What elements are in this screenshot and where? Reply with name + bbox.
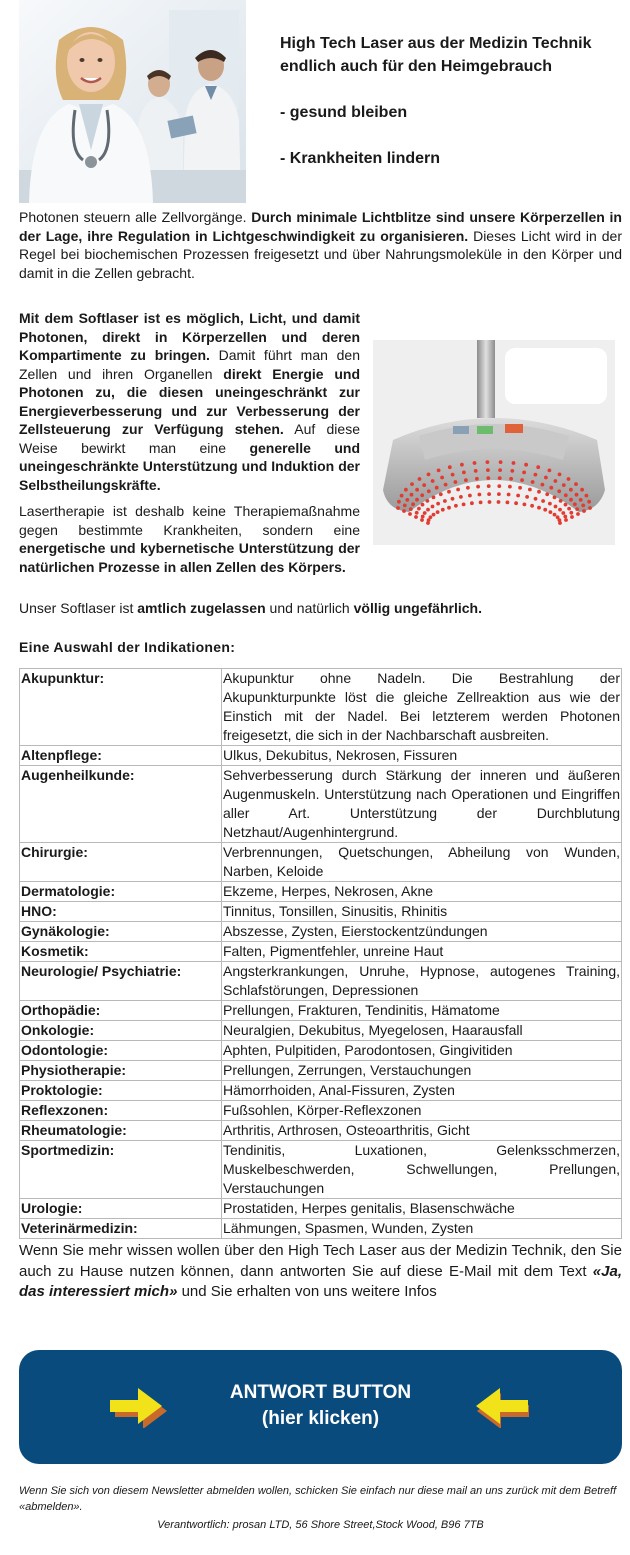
indication-row bbox=[20, 1001, 622, 1021]
reply-button-label[interactable] bbox=[19, 1380, 622, 1432]
p2-text-b: Damit führt man den Zellen und ihren Organellen bbox=[19, 347, 360, 382]
bullet-relieve-illness: - Krankheiten lindern bbox=[280, 150, 441, 167]
indication-category: Dermatologie: bbox=[20, 882, 222, 902]
p3-text-a: Lasertherapie ist deshalb keine Therapiemaßnahme gegen bestimmte Krankheiten, sondern eine bbox=[19, 503, 360, 538]
p2-text-c: direkt Energie und Photonen zu, die diesen uneingeschränkt zur Energieverbesserung und zur Verbesserung der Zellsteuerung zur Verfügung stehen. bbox=[19, 365, 360, 437]
indication-description: Abszesse, Zysten, Eierstockentzündungen bbox=[222, 922, 622, 942]
indication-category: Proktologie: bbox=[20, 1081, 222, 1101]
p1-text-a: Photonen steuern alle Zellvorgänge. bbox=[19, 209, 252, 225]
reply-button-line-2: (hier klicken) bbox=[261, 1408, 380, 1429]
indication-description: Tinnitus, Tonsillen, Sinusitis, Rhinitis bbox=[222, 902, 622, 922]
indication-description: Hämorrhoiden, Anal-Fissuren, Zysten bbox=[222, 1081, 622, 1101]
indication-category: Reflexzonen: bbox=[20, 1101, 222, 1121]
indication-description: Prellungen, Frakturen, Tendinitis, Hämatome bbox=[222, 1001, 622, 1021]
indication-category: Akupunktur: bbox=[20, 669, 222, 746]
indication-category: Chirurgie: bbox=[20, 843, 222, 882]
indication-row bbox=[20, 902, 622, 922]
indication-category: Onkologie: bbox=[20, 1021, 222, 1041]
indication-description: Prostatiden, Herpes genitalis, Blasenschwäche bbox=[222, 1199, 622, 1219]
indications-title: Eine Auswahl der Indikationen: bbox=[19, 639, 236, 655]
indication-category: Rheumatologie: bbox=[20, 1121, 222, 1141]
indication-description: Lähmungen, Spasmen, Wunden, Zysten bbox=[222, 1219, 622, 1239]
indication-description: Angsterkrankungen, Unruhe, Hypnose, autogenes Training, Schlafstörungen, Depressionen bbox=[222, 962, 622, 1001]
indication-description: Falten, Pigmentfehler, unreine Haut bbox=[222, 942, 622, 962]
indication-category: Odontologie: bbox=[20, 1041, 222, 1061]
indication-row bbox=[20, 1021, 622, 1041]
p1-text-b: Durch minimale Lichtblitze sind unsere Körperzellen in der Lage, ihre Regulation in Lichtgeschwindigkeit zu organisieren. bbox=[19, 209, 622, 244]
indication-description: Sehverbesserung durch Stärkung der inneren und äußeren Augenmuskeln. Unterstützung nach Operationen und Eingriffen aller Art. Unterstützung der Durchblutung Netzhaut/Augenhintergrund. bbox=[222, 766, 622, 843]
closing-text-c: und Sie erhalten von uns weitere Infos bbox=[177, 1283, 437, 1300]
indication-description: Verbrennungen, Quetschungen, Abheilung von Wunden, Narben, Keloide bbox=[222, 843, 622, 882]
bullet-stay-healthy: - gesund bleiben bbox=[280, 104, 408, 121]
indication-category: Altenpflege: bbox=[20, 746, 222, 766]
p1-text-c: Dieses Licht wird in der Regel bei biochemischen Prozessen freigesetzt und über Nahrungsmoleküle in den Körper und damit in die Zellen gebracht. bbox=[19, 227, 622, 281]
indication-row bbox=[20, 669, 622, 746]
indication-row bbox=[20, 1141, 622, 1199]
reply-button[interactable] bbox=[19, 1350, 622, 1464]
headline-block bbox=[280, 32, 620, 170]
indication-row bbox=[20, 843, 622, 882]
footer bbox=[19, 1483, 622, 1533]
indication-description: Akupunktur ohne Nadeln. Die Bestrahlung der Akupunkturpunkte löst die gleiche Zellreaktion aus wie der Einstich mit der Nadel. Bei letzterem werden Photonen freigesetzt, die sich in der Nachbarschaft ausbreiten. bbox=[222, 669, 622, 746]
indication-row bbox=[20, 1061, 622, 1081]
indication-row bbox=[20, 1199, 622, 1219]
intro-paragraph-1 bbox=[19, 208, 622, 282]
indication-row bbox=[20, 942, 622, 962]
indication-row bbox=[20, 1041, 622, 1061]
indication-category: HNO: bbox=[20, 902, 222, 922]
doctors-photo bbox=[19, 0, 246, 203]
indications-table bbox=[19, 668, 622, 1239]
indication-category: Neurologie/ Psychiatrie: bbox=[20, 962, 222, 1001]
p2-text-a: Mit dem Softlaser ist es möglich, Licht, und damit Photonen, direkt in Körperzellen und deren Kompartimente zu bringen. bbox=[19, 310, 360, 363]
indication-row bbox=[20, 766, 622, 843]
closing-paragraph bbox=[19, 1241, 622, 1303]
intro-paragraph-4 bbox=[19, 599, 622, 618]
p4-text-d: völlig ungefährlich. bbox=[353, 600, 482, 616]
indication-row bbox=[20, 962, 622, 1001]
intro-paragraph-3 bbox=[19, 502, 622, 576]
indication-row bbox=[20, 746, 622, 766]
indication-category: Augenheilkunde: bbox=[20, 766, 222, 843]
indication-category: Orthopädie: bbox=[20, 1001, 222, 1021]
indication-description: Neuralgien, Dekubitus, Myegelosen, Haarausfall bbox=[222, 1021, 622, 1041]
p4-text-c: und natürlich bbox=[265, 600, 354, 616]
indication-row bbox=[20, 1081, 622, 1101]
indication-description: Aphten, Pulpitiden, Parodontosen, Gingivitiden bbox=[222, 1041, 622, 1061]
indication-category: Veterinärmedizin: bbox=[20, 1219, 222, 1239]
unsubscribe-note: Wenn Sie sich von diesem Newsletter abmelden wollen, schicken Sie einfach nur diese mail an uns zurück mit dem Betreff «abmelden». bbox=[19, 1485, 617, 1513]
indication-row bbox=[20, 882, 622, 902]
indication-description: Tendinitis, Luxationen, Gelenksschmerzen, Muskelbeschwerden, Schwellungen, Prellungen, Verstauchungen bbox=[222, 1141, 622, 1199]
p4-text-b: amtlich zugelassen bbox=[137, 600, 266, 616]
reply-button-line-1: ANTWORT BUTTON bbox=[229, 1382, 412, 1403]
p2-text-e: generelle und uneingeschränkte Unterstützung und Induktion der Selbstheilungskräfte. bbox=[19, 439, 361, 493]
indication-description: Arthritis, Arthrosen, Osteoarthritis, Gicht bbox=[222, 1121, 622, 1141]
p4-text-a: Unser Softlaser ist bbox=[19, 600, 138, 616]
indication-description: Ulkus, Dekubitus, Nekrosen, Fissuren bbox=[222, 746, 622, 766]
p3-text-b: energetische und kybernetische Unterstützung der natürlichen Prozesse in allen Zellen des Körpers. bbox=[19, 540, 360, 575]
closing-reply-phrase: «Ja, das interessiert mich» bbox=[19, 1262, 622, 1300]
headline-line-1: High Tech Laser aus der Medizin Technik bbox=[280, 35, 592, 52]
indication-row bbox=[20, 1101, 622, 1121]
closing-text-a: Wenn Sie mehr wissen wollen über den High Tech Laser aus der Medizin Technik, den Sie auch zu Hause nutzen können, dann antworten Sie auf diese E-Mail mit dem Text bbox=[19, 1242, 622, 1280]
indication-row bbox=[20, 922, 622, 942]
responsible-party: Verantwortlich: prosan LTD, 56 Shore Street,Stock Wood, B96 7TB bbox=[157, 1519, 484, 1531]
indication-category: Gynäkologie: bbox=[20, 922, 222, 942]
indication-category: Urologie: bbox=[20, 1199, 222, 1219]
indication-row bbox=[20, 1121, 622, 1141]
indication-description: Fußsohlen, Körper-Reflexzonen bbox=[222, 1101, 622, 1121]
p2-text-d: Auf diese Weise bewirkt man eine bbox=[19, 421, 360, 456]
indication-row bbox=[20, 1219, 622, 1239]
indication-description: Prellungen, Zerrungen, Verstauchungen bbox=[222, 1061, 622, 1081]
indication-category: Physiotherapie: bbox=[20, 1061, 222, 1081]
indication-category: Kosmetik: bbox=[20, 942, 222, 962]
headline-line-2: endlich auch für den Heimgebrauch bbox=[280, 58, 553, 75]
indication-category: Sportmedizin: bbox=[20, 1141, 222, 1199]
indication-description: Ekzeme, Herpes, Nekrosen, Akne bbox=[222, 882, 622, 902]
